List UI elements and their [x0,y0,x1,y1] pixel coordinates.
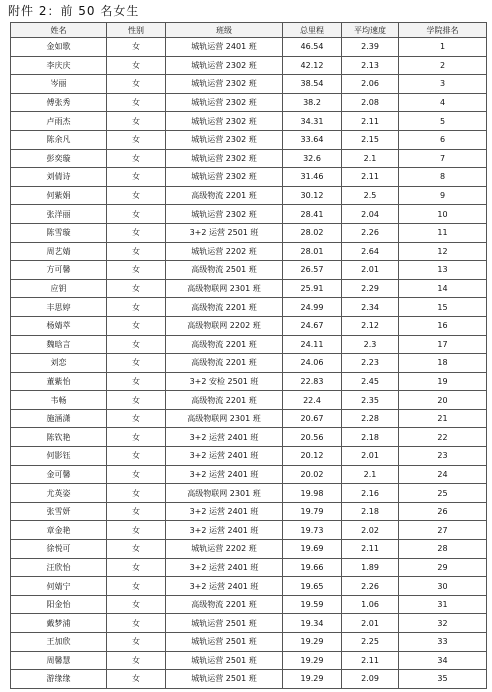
cell-name: 方可馨 [11,261,107,280]
table-row [11,316,487,335]
cell-gender: 女 [107,186,166,205]
table-row [11,391,487,410]
table-row [11,577,487,596]
table-row [11,670,487,689]
cell-name: 岑丽 [11,75,107,94]
cell-distance: 19.98 [283,484,342,503]
table-row [11,112,487,131]
cell-name: 游缘缘 [11,670,107,689]
cell-speed: 2.01 [342,614,399,633]
cell-name: 张雪妍 [11,502,107,521]
cell-name: 何影钰 [11,447,107,466]
cell-gender: 女 [107,633,166,652]
cell-distance: 38.54 [283,75,342,94]
table-row [11,223,487,242]
cell-gender: 女 [107,484,166,503]
cell-speed: 2.15 [342,130,399,149]
cell-speed: 2.3 [342,335,399,354]
cell-name: 李庆庆 [11,56,107,75]
cell-class: 3+2 运营 2401 班 [166,465,283,484]
table-row [11,149,487,168]
cell-rank: 3 [399,75,487,94]
cell-gender: 女 [107,316,166,335]
cell-gender: 女 [107,335,166,354]
cell-name: 丰思婷 [11,298,107,317]
cell-class: 城轨运营 2302 班 [166,75,283,94]
header-distance: 总里程 [283,23,342,38]
cell-distance: 19.69 [283,540,342,559]
cell-distance: 30.12 [283,186,342,205]
cell-rank: 35 [399,670,487,689]
cell-distance: 22.4 [283,391,342,410]
cell-distance: 20.56 [283,428,342,447]
cell-rank: 23 [399,447,487,466]
cell-distance: 31.46 [283,168,342,187]
cell-gender: 女 [107,38,166,57]
table-row [11,130,487,149]
cell-name: 张洋丽 [11,205,107,224]
cell-gender: 女 [107,521,166,540]
cell-gender: 女 [107,168,166,187]
cell-distance: 25.91 [283,279,342,298]
cell-rank: 11 [399,223,487,242]
cell-name: 尤英姿 [11,484,107,503]
cell-rank: 30 [399,577,487,596]
cell-name: 何紫娟 [11,186,107,205]
cell-class: 高级物流 2201 班 [166,391,283,410]
cell-distance: 19.65 [283,577,342,596]
cell-name: 何婧宁 [11,577,107,596]
table-row [11,75,487,94]
cell-distance: 32.6 [283,149,342,168]
cell-distance: 34.31 [283,112,342,131]
cell-distance: 20.67 [283,409,342,428]
cell-class: 3+2 运营 2401 班 [166,428,283,447]
cell-speed: 2.23 [342,354,399,373]
cell-gender: 女 [107,56,166,75]
table-row [11,540,487,559]
document-title: 附件 2：前 50 名女生 [8,4,140,18]
cell-distance: 19.34 [283,614,342,633]
cell-distance: 24.11 [283,335,342,354]
cell-gender: 女 [107,428,166,447]
cell-class: 城轨运营 2501 班 [166,651,283,670]
cell-class: 高级物流 2201 班 [166,186,283,205]
cell-distance: 24.06 [283,354,342,373]
table-row [11,38,487,57]
cell-gender: 女 [107,242,166,261]
cell-speed: 2.25 [342,633,399,652]
cell-name: 应钥 [11,279,107,298]
cell-rank: 25 [399,484,487,503]
cell-class: 高级物流 2201 班 [166,298,283,317]
cell-name: 戴梦浦 [11,614,107,633]
cell-distance: 46.54 [283,38,342,57]
cell-gender: 女 [107,112,166,131]
cell-gender: 女 [107,372,166,391]
cell-rank: 28 [399,540,487,559]
cell-class: 3+2 运营 2401 班 [166,558,283,577]
cell-class: 城轨运营 2202 班 [166,540,283,559]
cell-distance: 20.12 [283,447,342,466]
cell-rank: 31 [399,595,487,614]
cell-speed: 1.06 [342,595,399,614]
cell-class: 高级物流 2501 班 [166,261,283,280]
cell-name: 金可馨 [11,465,107,484]
cell-name: 刘恋 [11,354,107,373]
cell-gender: 女 [107,298,166,317]
cell-gender: 女 [107,223,166,242]
cell-name: 傅张秀 [11,93,107,112]
cell-name: 周馨慧 [11,651,107,670]
cell-speed: 2.08 [342,93,399,112]
cell-distance: 28.02 [283,223,342,242]
cell-rank: 19 [399,372,487,391]
cell-class: 城轨运营 2501 班 [166,614,283,633]
table-row [11,558,487,577]
cell-speed: 2.1 [342,465,399,484]
cell-distance: 33.64 [283,130,342,149]
table-row [11,93,487,112]
cell-speed: 2.11 [342,540,399,559]
cell-name: 杨婧萃 [11,316,107,335]
cell-class: 3+2 运营 2401 班 [166,447,283,466]
cell-gender: 女 [107,670,166,689]
cell-rank: 24 [399,465,487,484]
table-row [11,447,487,466]
table-row [11,484,487,503]
cell-gender: 女 [107,75,166,94]
cell-name: 陈余凡 [11,130,107,149]
table-row [11,168,487,187]
cell-gender: 女 [107,614,166,633]
cell-rank: 1 [399,38,487,57]
table-row [11,372,487,391]
cell-class: 高级物流 2201 班 [166,595,283,614]
cell-gender: 女 [107,558,166,577]
cell-distance: 26.57 [283,261,342,280]
cell-rank: 7 [399,149,487,168]
cell-speed: 2.16 [342,484,399,503]
cell-rank: 13 [399,261,487,280]
cell-distance: 28.41 [283,205,342,224]
cell-speed: 2.06 [342,75,399,94]
cell-rank: 32 [399,614,487,633]
cell-name: 韦畅 [11,391,107,410]
cell-distance: 28.01 [283,242,342,261]
cell-distance: 19.59 [283,595,342,614]
table-row [11,465,487,484]
cell-class: 高级物流 2201 班 [166,354,283,373]
cell-speed: 2.12 [342,316,399,335]
cell-rank: 33 [399,633,487,652]
table-body [11,38,487,689]
cell-class: 城轨运营 2302 班 [166,149,283,168]
cell-class: 城轨运营 2302 班 [166,205,283,224]
cell-gender: 女 [107,651,166,670]
cell-rank: 34 [399,651,487,670]
cell-speed: 2.5 [342,186,399,205]
cell-name: 彭奕璇 [11,149,107,168]
cell-class: 3+2 运营 2401 班 [166,521,283,540]
table-row [11,595,487,614]
cell-speed: 2.26 [342,223,399,242]
table-row [11,298,487,317]
cell-rank: 22 [399,428,487,447]
table-row [11,521,487,540]
cell-speed: 2.34 [342,298,399,317]
table-header-row [11,23,487,38]
cell-gender: 女 [107,279,166,298]
cell-distance: 42.12 [283,56,342,75]
header-speed: 平均速度 [342,23,399,38]
table-row [11,335,487,354]
cell-name: 刘倩诗 [11,168,107,187]
cell-class: 3+2 运营 2401 班 [166,502,283,521]
cell-rank: 29 [399,558,487,577]
cell-speed: 2.01 [342,447,399,466]
cell-rank: 10 [399,205,487,224]
cell-name: 汪欣怡 [11,558,107,577]
cell-name: 王加欣 [11,633,107,652]
cell-gender: 女 [107,149,166,168]
cell-class: 城轨运营 2501 班 [166,633,283,652]
table-row [11,205,487,224]
cell-distance: 19.29 [283,670,342,689]
cell-rank: 27 [399,521,487,540]
cell-distance: 22.83 [283,372,342,391]
cell-speed: 2.13 [342,56,399,75]
cell-speed: 2.28 [342,409,399,428]
cell-name: 陈钦艳 [11,428,107,447]
ranking-table [10,22,487,689]
cell-name: 陈雪璇 [11,223,107,242]
cell-class: 城轨运营 2302 班 [166,112,283,131]
table-row [11,633,487,652]
header-class: 班级 [166,23,283,38]
table-row [11,614,487,633]
cell-rank: 12 [399,242,487,261]
cell-rank: 5 [399,112,487,131]
cell-distance: 19.29 [283,633,342,652]
cell-speed: 2.11 [342,112,399,131]
cell-speed: 2.18 [342,502,399,521]
cell-name: 卢雨杰 [11,112,107,131]
table-row [11,651,487,670]
cell-gender: 女 [107,354,166,373]
cell-class: 高级物联网 2301 班 [166,409,283,428]
cell-rank: 2 [399,56,487,75]
cell-speed: 2.29 [342,279,399,298]
cell-class: 高级物流 2201 班 [166,335,283,354]
cell-gender: 女 [107,447,166,466]
cell-gender: 女 [107,465,166,484]
cell-speed: 2.11 [342,651,399,670]
cell-distance: 24.99 [283,298,342,317]
cell-class: 3+2 运营 2401 班 [166,577,283,596]
cell-rank: 4 [399,93,487,112]
cell-rank: 21 [399,409,487,428]
table-row [11,428,487,447]
cell-name: 董紫怡 [11,372,107,391]
cell-class: 城轨运营 2202 班 [166,242,283,261]
cell-name: 周艺婧 [11,242,107,261]
cell-rank: 16 [399,316,487,335]
cell-name: 金如歌 [11,38,107,57]
cell-distance: 19.29 [283,651,342,670]
cell-class: 城轨运营 2302 班 [166,168,283,187]
cell-class: 高级物联网 2301 班 [166,484,283,503]
cell-gender: 女 [107,93,166,112]
cell-gender: 女 [107,595,166,614]
cell-gender: 女 [107,261,166,280]
cell-speed: 2.39 [342,38,399,57]
cell-distance: 19.73 [283,521,342,540]
cell-speed: 2.26 [342,577,399,596]
cell-class: 城轨运营 2302 班 [166,130,283,149]
cell-name: 魏晗言 [11,335,107,354]
cell-class: 高级物联网 2202 班 [166,316,283,335]
cell-speed: 2.64 [342,242,399,261]
table-row [11,261,487,280]
cell-speed: 2.18 [342,428,399,447]
cell-rank: 15 [399,298,487,317]
cell-class: 3+2 运营 2501 班 [166,223,283,242]
cell-distance: 38.2 [283,93,342,112]
cell-class: 城轨运营 2401 班 [166,38,283,57]
cell-name: 阳金怡 [11,595,107,614]
cell-gender: 女 [107,409,166,428]
cell-rank: 9 [399,186,487,205]
cell-class: 3+2 安检 2501 班 [166,372,283,391]
cell-distance: 24.67 [283,316,342,335]
cell-speed: 2.45 [342,372,399,391]
table-row [11,409,487,428]
cell-distance: 19.66 [283,558,342,577]
cell-rank: 17 [399,335,487,354]
cell-speed: 2.09 [342,670,399,689]
cell-speed: 2.01 [342,261,399,280]
cell-gender: 女 [107,502,166,521]
table-row [11,56,487,75]
cell-gender: 女 [107,130,166,149]
cell-rank: 18 [399,354,487,373]
cell-class: 城轨运营 2302 班 [166,93,283,112]
cell-class: 城轨运营 2302 班 [166,56,283,75]
cell-gender: 女 [107,391,166,410]
table-row [11,242,487,261]
cell-rank: 26 [399,502,487,521]
header-gender: 性别 [107,23,166,38]
cell-rank: 20 [399,391,487,410]
cell-class: 城轨运营 2501 班 [166,670,283,689]
cell-gender: 女 [107,577,166,596]
cell-rank: 14 [399,279,487,298]
table-row [11,502,487,521]
cell-distance: 19.79 [283,502,342,521]
cell-speed: 2.11 [342,168,399,187]
table-row [11,354,487,373]
table-row [11,186,487,205]
cell-distance: 20.02 [283,465,342,484]
cell-rank: 6 [399,130,487,149]
cell-name: 施涵潇 [11,409,107,428]
header-rank: 学院排名 [399,23,487,38]
table-row [11,279,487,298]
cell-gender: 女 [107,205,166,224]
header-name: 姓名 [11,23,107,38]
cell-rank: 8 [399,168,487,187]
cell-speed: 2.1 [342,149,399,168]
cell-class: 高级物联网 2301 班 [166,279,283,298]
cell-speed: 2.04 [342,205,399,224]
cell-gender: 女 [107,540,166,559]
cell-speed: 2.35 [342,391,399,410]
cell-name: 徐悦可 [11,540,107,559]
cell-speed: 1.89 [342,558,399,577]
cell-name: 章金艳 [11,521,107,540]
cell-speed: 2.02 [342,521,399,540]
